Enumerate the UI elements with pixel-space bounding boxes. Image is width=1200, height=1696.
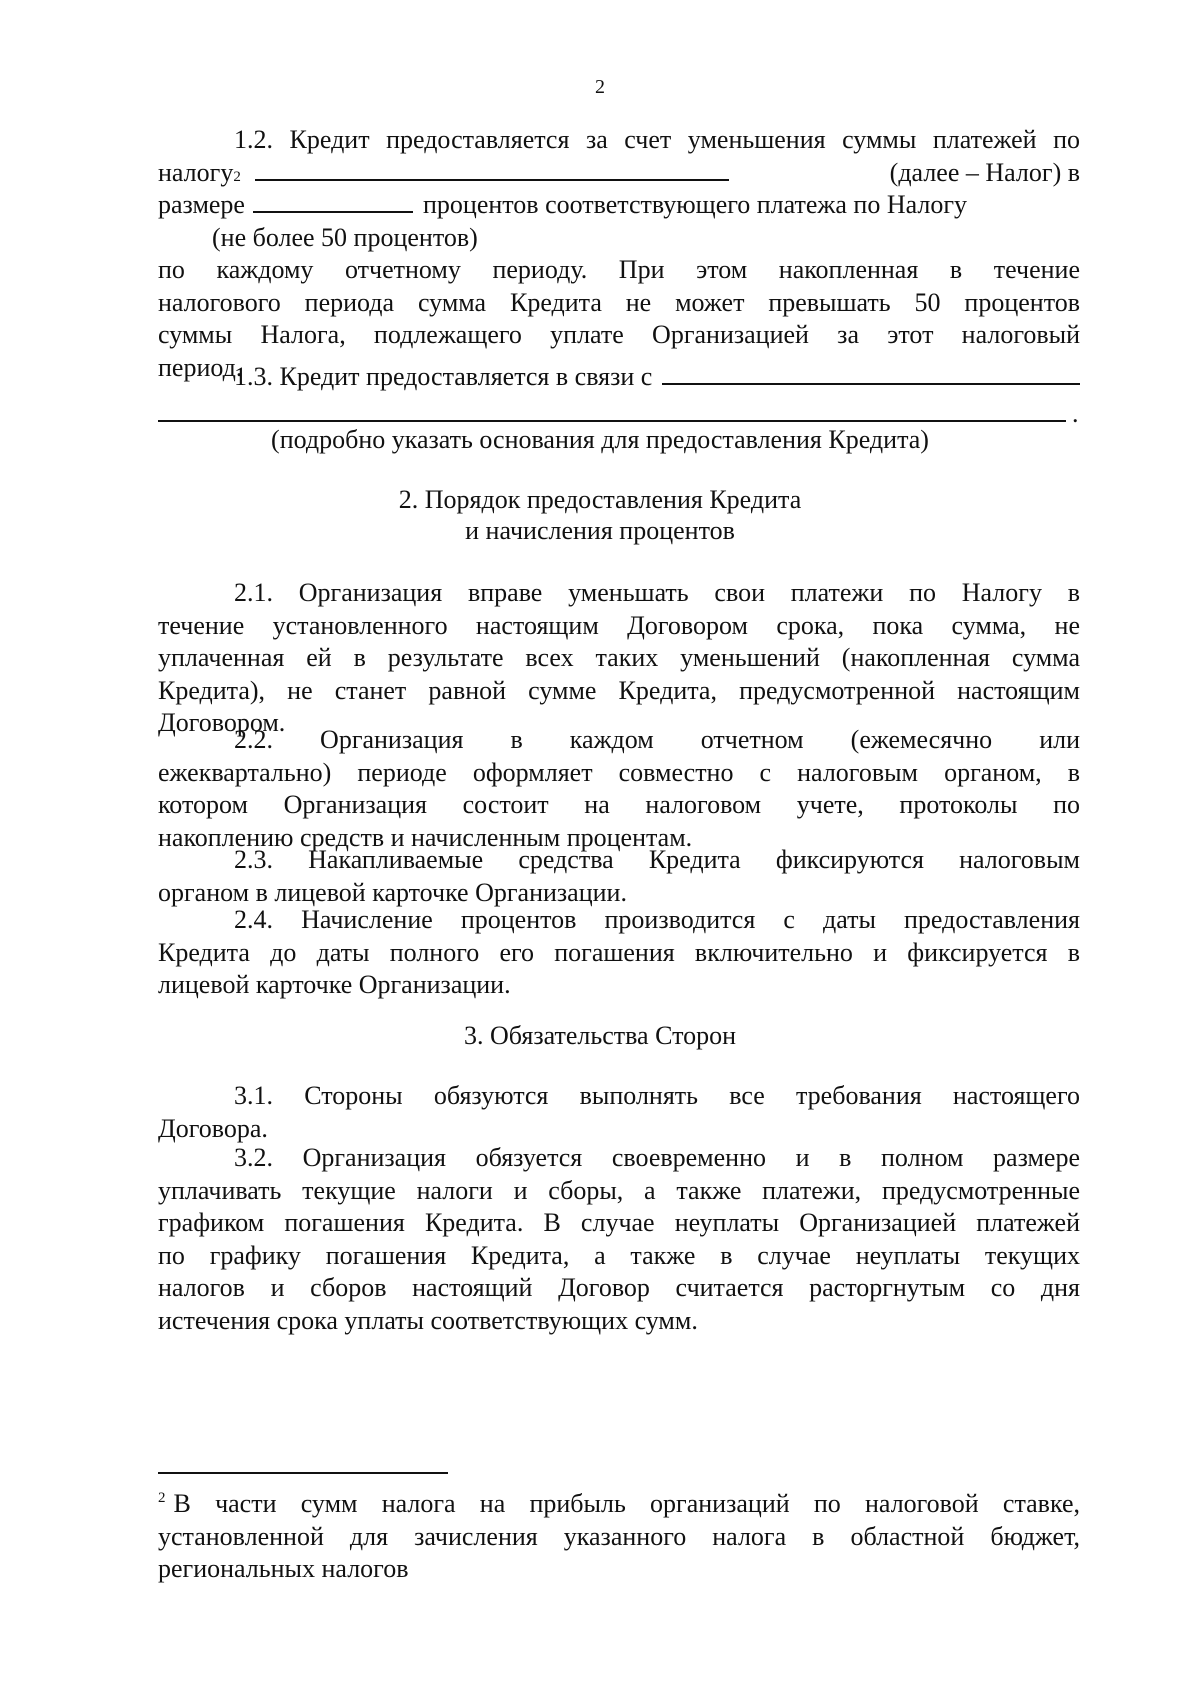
clause-number: 1.2. (234, 125, 273, 154)
field-hint: (не более 50 процентов) (212, 222, 478, 252)
footnote (158, 1488, 1080, 1586)
section-2-title-line-2: и начисления процентов (465, 516, 735, 545)
paragraph-2-1 (158, 577, 1080, 740)
paragraph-line: 2.3. Накапливаемые средства Кредита фиксируются налоговым (234, 845, 1080, 874)
paragraph-line: период. (158, 352, 243, 382)
paragraph-text: размере (158, 190, 245, 219)
paragraph-line: течение установленного настоящим Договором срока, пока сумма, не (158, 610, 1080, 640)
section-2-title: 2. Порядок предоставления Кредита (398, 485, 802, 514)
paragraph-2-2 (158, 724, 1080, 854)
field-hint: (подробно указать основания для предоставления Кредита) (271, 425, 929, 454)
tax-name-blank-line (255, 157, 729, 181)
footnote-separator (158, 1472, 448, 1474)
paragraph-line: истечения срока уплаты соответствующих сумм. (158, 1305, 698, 1335)
paragraph-line: Договора. (158, 1113, 268, 1143)
paragraph-line: уплачивать текущие налоги и сборы, а также платежи, предусмотренные (158, 1175, 1080, 1205)
paragraph-1-2: 1.2. Кредит предоставляется за счет уменьшения суммы платежей по налогу 2 (далее – Налог) в размере процентов соответствующего платежа по Налогу (не более 50 процентов) по каждому отчетному периоду. При этом накопленная в течение налогового периода сумма Кредита не может превышать 50 процентов суммы Налога, подлежащего уплате Организацией за этот налоговый период. (158, 124, 1080, 384)
footnote-mark: 2 (158, 1490, 166, 1507)
paragraph-line: Договором. (158, 708, 286, 737)
paragraph-line: суммы Налога, подлежащего уплате Организацией за этот налоговый (158, 320, 1080, 349)
paragraph-line: Кредита до даты полного его погашения включительно и фиксируется в (158, 937, 1080, 967)
section-3-title: 3. Обязательства Сторон (464, 1021, 736, 1050)
paragraph-line: по графику погашения Кредита, а также в случае неуплаты текущих (158, 1240, 1080, 1270)
paragraph-line: графиком погашения Кредита. В случае неуплаты Организацией платежей (158, 1208, 1080, 1237)
grounds-blank-line (662, 361, 1080, 385)
grounds-blank-line-2 (158, 398, 1066, 422)
paragraph-line: котором Организация состоит на налоговом учете, протоколы по (158, 790, 1080, 819)
paragraph-2-4 (158, 904, 1080, 1002)
paragraph-line: органом в лицевой карточке Организации. (158, 877, 627, 907)
paragraph-line: лицевой карточке Организации. (158, 970, 511, 999)
paragraph-text: Кредит предоставляется за счет уменьшения суммы платежей по (289, 125, 1080, 154)
paragraph-line: 2.4. Начисление процентов производится с даты предоставления (234, 905, 1080, 934)
paragraph-line: 2.1. Организация вправе уменьшать свои платежи по Налогу в (234, 578, 1080, 607)
paragraph-text: (далее – Налог) в (889, 157, 1080, 187)
footnote-line: региональных налогов (158, 1554, 409, 1583)
page-number: 2 (595, 76, 605, 98)
paragraph-line: накоплению средств и начисленным процентам. (158, 822, 693, 852)
paragraph-text: 1.3. Кредит предоставляется в связи с (234, 362, 653, 391)
paragraph-line: ежеквартально) периоде оформляет совместно с налоговым органом, в (158, 757, 1080, 787)
paragraph-line: Кредита), не станет равной сумме Кредита, предусмотренной настоящим (158, 675, 1080, 705)
footnote-text: В части сумм налога на прибыль организаций по налоговой ставке, (173, 1489, 1080, 1518)
paragraph-line: налогового периода сумма Кредита не может превышать 50 процентов (158, 287, 1080, 317)
paragraph-line: налогов и сборов настоящий Договор считается расторгнутым со дня (158, 1273, 1080, 1302)
footnote-line: установленной для зачисления указанного налога в областной бюджет, (158, 1521, 1080, 1551)
paragraph-line: 3.2. Организация обязуется своевременно и в полном размере (234, 1143, 1080, 1172)
paragraph-2-3 (158, 844, 1080, 909)
paragraph-line: 2.2. Организация в каждом отчетном (ежемесячно или (234, 725, 1080, 754)
paragraph-line: уплаченная ей в результате всех таких уменьшений (накопленная сумма (158, 643, 1080, 672)
paragraph-3-2 (158, 1142, 1080, 1337)
paragraph-line: 3.1. Стороны обязуются выполнять все требования настоящего (234, 1081, 1080, 1110)
paragraph-text: процентов соответствующего платежа по Налогу (422, 190, 968, 219)
paragraph-1-3: 1.3. Кредит предоставляется в связи с . (158, 361, 1080, 430)
percent-blank-line (253, 189, 413, 213)
paragraph-text: налогу (158, 157, 234, 187)
paragraph-3-1 (158, 1080, 1080, 1145)
paragraph-line: по каждому отчетному периоду. При этом накопленная в течение (158, 255, 1080, 284)
